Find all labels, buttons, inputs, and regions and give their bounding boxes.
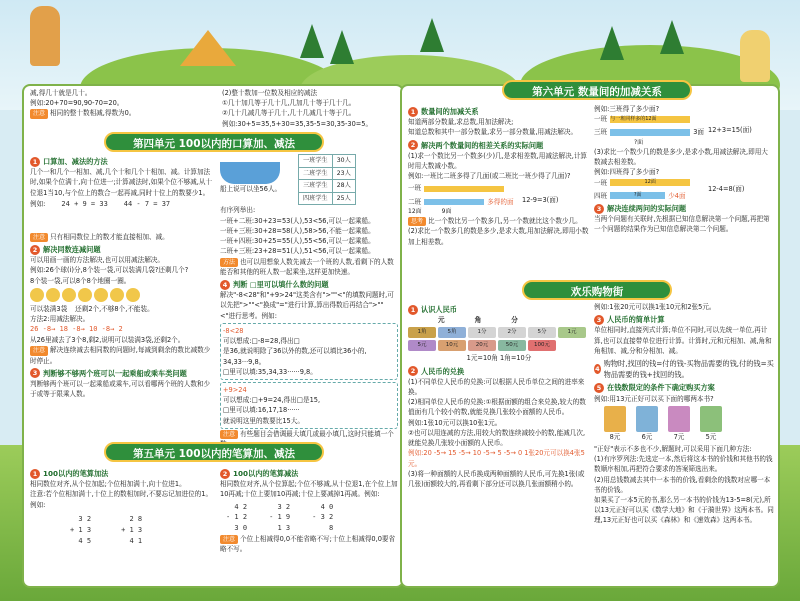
text-line: 例如:30+5=35,5+30=35,35-5=30,35-30=5。 [222, 119, 373, 128]
book-price: 7元 [673, 432, 685, 441]
bar-question: ?面 [634, 138, 644, 146]
text-block: (1)不同单位人民币的兑换:可以根据人民币单位之间的进率来换。 [408, 377, 585, 396]
section-number: 3 [594, 315, 604, 325]
bar-label: 一班 [594, 115, 608, 124]
text-block: (2)相同单位人民币的兑换:①根据面额的组合来兑换,较大的数值面有几个较小的数,就能兑换几张较小面额的人民币。 [408, 398, 586, 417]
unit4-banner: 第四单元 100以内的口算加、减法 [104, 132, 324, 152]
boat-illustration [220, 154, 290, 205]
money-grid [408, 327, 590, 351]
section-title [30, 468, 216, 479]
section-number: 3 [30, 368, 40, 378]
note-line [220, 257, 398, 278]
bar-count: 9面 [441, 207, 452, 215]
section-title-text: 认识人民币 [421, 305, 457, 314]
section-title-text: 口算加、减法的方法 [43, 157, 108, 166]
bar [424, 199, 484, 205]
text-line: 减,得几十就是几十。 [30, 89, 92, 97]
caption: 可以装满3袋 [30, 304, 68, 313]
table-cell: 一班学生 [299, 155, 333, 168]
money-item: 10元 [438, 340, 466, 351]
text-block: 例如:1张20元可以换1张10元和2张5元。 [594, 303, 716, 311]
bar: ?面 [610, 192, 665, 199]
text-block: 例如:一班比二班多得了几面(或二班比一班少得了几面)? [408, 172, 571, 181]
table-cell: 28人 [332, 180, 355, 193]
table-row [299, 155, 356, 168]
unit5-left-column [30, 466, 216, 546]
left-panel [24, 86, 402, 586]
section-title [594, 314, 774, 325]
table-row [299, 192, 356, 205]
text-block: 注意:若个位相加满十,十位上的数相加时,不要忘记加进位的1。例如: [30, 490, 213, 509]
note-line [30, 345, 216, 366]
box-expression: +9>24 [223, 385, 247, 394]
note-tag: 注意 [30, 109, 48, 118]
section-number: 3 [594, 204, 604, 214]
text-block: 例如:26个球(i)分,8个装一袋,可以装满几袋?还剩几个? [30, 266, 189, 275]
text-block: (1)求一个数比另一个数多(少)几,是求相差数,用减法解决,计算时用大数减小数。 [408, 151, 588, 170]
bar-label: 三班 [594, 128, 608, 137]
book-2-icon [636, 406, 658, 432]
table-cell: 25人 [332, 192, 355, 205]
example-box [220, 323, 398, 380]
unit4-right-column [220, 154, 398, 449]
text-block: 例如:1张10元可以换10张1元。 [408, 418, 502, 427]
text-block: (2)用总钱数减去其中一本书的价钱,看剩余的钱数对应哪一本书的价钱。 [594, 475, 771, 494]
bar-result: 12+3=15(面) [708, 126, 752, 135]
section-number: 4 [595, 365, 600, 374]
section-title [408, 366, 590, 377]
bar-row [594, 178, 704, 188]
text-line: ①几十加几等于几十几,几加几十等于几十几。 [222, 99, 356, 108]
table-cell: 23人 [332, 167, 355, 180]
box-expression: -8<28 [223, 326, 244, 335]
boat-row [220, 154, 398, 205]
section-number: 2 [220, 469, 230, 479]
note-line [220, 534, 398, 555]
book-item [604, 406, 626, 442]
money-item: 1分 [468, 327, 496, 338]
section-title-text: 解决同数连减问题 [43, 244, 101, 254]
bar [610, 129, 690, 136]
book-price: 8元 [609, 432, 621, 441]
text-line: 例如:20+70=90,90-70=20。 [30, 99, 124, 108]
section-title [408, 304, 590, 315]
tree [330, 30, 354, 64]
vertical-math-row [220, 502, 398, 535]
section-number: 2 [408, 140, 418, 150]
note-line [30, 108, 220, 118]
money-item: 5元 [408, 340, 436, 351]
section-title-text: 人民币的简单计算 [607, 315, 665, 325]
section-number: 2 [408, 366, 418, 376]
text-block: 知道总数和其中一部分数量,求另一部分数量,用减法解决。 [408, 128, 578, 137]
bar-label: 二班 [408, 197, 422, 206]
ball-icon [78, 288, 92, 302]
unit-label: 角 [474, 316, 482, 325]
unit4-left-column [30, 154, 216, 399]
note-tag: 注意 [30, 346, 48, 355]
section-title [30, 244, 216, 255]
text-block: 一班+二班:30+23=53(人),53<56,可以一起乘船。 [220, 216, 375, 225]
unit5-banner: 第五单元 100以内的笔算加、减法 [104, 442, 324, 462]
text-block: (3)将一种面额的人民币换成两种面额的人民币,可先换1张(或几张)面额较大的,再看剩下部分还可以换几张面额稍小的。 [408, 469, 585, 488]
money-item: 100元 [528, 340, 556, 351]
money-item: 1角 [408, 327, 436, 338]
vertical-subtraction: 4 2 - 1 2 3 0 [226, 502, 248, 533]
book-item [636, 406, 658, 442]
money-item: 5角 [438, 327, 466, 338]
money-item: 20元 [468, 340, 496, 351]
section-number: 2 [30, 245, 40, 255]
money-units [408, 315, 590, 325]
ball-icon [94, 288, 108, 302]
money-item: 1元 [558, 327, 586, 338]
bar-count: 3面 [693, 128, 704, 137]
text-block: 可以用画一画的方法解决,也可以用减法解决。 [30, 256, 164, 265]
section-number: 1 [408, 305, 418, 315]
tree [300, 24, 324, 58]
unit6-banner: 第六单元 数量间的加减关系 [502, 80, 692, 100]
book-3-icon [668, 406, 690, 432]
vertical-subtraction: 3 2 - 1 9 1 3 [269, 502, 291, 533]
text-block: 判断够两个班可以一起乘船或乘车,可以看哪两个班的人数和少于或等于限乘人数。 [30, 379, 211, 399]
section-title-text: 判断够不够两个班可以一起乘船或乘车类问题 [43, 368, 187, 378]
note-text: 解决连续减去相同数的问题时,每减到剩余的数比减数少时停止。 [30, 346, 211, 365]
text-block: 一班+三班:30+28=58(人),58>56,不能一起乘船。 [220, 226, 375, 235]
shop-banner: 欢乐购物街 [522, 280, 672, 300]
text-block: 当两个问题有关联时,先根据已知信息解决第一个问题,再把第一个问题的结果作为已知信息解决第二个问题。 [594, 215, 770, 234]
note-tag: 注意 [220, 430, 238, 439]
bar-diagram [408, 183, 590, 216]
note-tag: 思考 [408, 217, 426, 226]
vertical-subtraction: 4 0 - 3 2 8 [312, 502, 334, 533]
bar-row [594, 127, 704, 137]
child-figure [740, 30, 770, 82]
table-cell: 四班学生 [299, 192, 333, 205]
text-block: 如果买了一本5元的书,那么另一本书的价钱为13-5=8(元),所以13元正好可以买《数学大地》和《于漪世界》这两本书。同理,13元正好也可以买《森林》和《速效森》这两本书。 [594, 496, 774, 525]
section-title-text: 解决两个数量间的相差关系的实际问题 [421, 140, 544, 150]
top-text-block [30, 88, 220, 119]
shop-right-column [594, 302, 774, 526]
math-expression: 44 - 7 = 37 [123, 199, 171, 208]
text-block: 二班+三班:23+28=51(人),51<56,可以一起乘船。 [220, 247, 375, 256]
section-title [220, 468, 398, 479]
box-text: 可以想成:□+9=24,得出□是15, [223, 396, 321, 405]
math-diagram-space [30, 210, 216, 232]
text-block: 相同数位对齐,从个位算起;个位不够减,从十位退1,在个位上加10再减;十位上要加10再减;十位上要减掉1再减。例如: [220, 480, 398, 499]
section-title-text: 购物时,找回的钱=付的钱-买物品需要的钱,付的钱=买物品需要的钱+找回的钱。 [603, 359, 774, 380]
section-number: 1 [30, 469, 40, 479]
unit-label: 元 [438, 316, 445, 325]
bar-tag: 少4面 [668, 191, 686, 200]
rate-line: 1元=10角 1角=10分 [466, 354, 532, 363]
tree [420, 18, 444, 52]
math-expression: 24 + 9 = 33 [61, 199, 108, 208]
note-text: 相同的整十数相减,得数为0。 [50, 109, 136, 118]
ball-icon [126, 288, 140, 302]
section-number: 5 [594, 383, 604, 393]
vertical-addition: 2 8 + 1 3 4 1 [121, 514, 143, 545]
tree [660, 20, 684, 54]
text-block: 知道两部分数量,求总数,用加法解决; [408, 118, 514, 127]
boat-caption: 船上说可以坐56人。 [220, 185, 282, 193]
right-panel [402, 86, 778, 586]
book-price: 6元 [641, 432, 653, 441]
note-text: 也可以用想象人数先减去一个班的人数,看剩下的人数能否和其他的班人数一起乘坐,这样更加快速。 [220, 257, 394, 276]
ball-icon [46, 288, 60, 302]
note-line [30, 232, 216, 242]
money-item: 5分 [528, 327, 556, 338]
book-price: 5元 [705, 432, 717, 441]
box-text: □里可以填:35,34,33······9,8。 [223, 367, 317, 376]
book-4-icon [700, 406, 722, 432]
box-text: □里可以填:16,17,18······ [223, 406, 300, 415]
section-title [594, 203, 774, 214]
book-row [604, 406, 774, 442]
section-title [594, 358, 774, 380]
table-row [299, 180, 356, 193]
example-box [220, 382, 398, 429]
math-row [30, 199, 216, 210]
section-number: 1 [408, 107, 418, 117]
section-title [30, 368, 216, 379]
section-title [594, 382, 774, 393]
bar-row [594, 191, 704, 201]
money-item: 2分 [498, 327, 526, 338]
unit6-left-column [408, 104, 590, 247]
subtraction-chain: 例如:20 -5→ 15 -5→ 10 -5→ 5 -5→ 0 1张20元可以换4张5元。 [408, 449, 585, 468]
unit6-right-column [594, 104, 774, 235]
bar-label: 四班 [594, 191, 608, 200]
bar-counts [408, 207, 518, 216]
section-title [30, 156, 216, 167]
bar: 与一班同样多的12面 [610, 116, 690, 123]
text-block: (3)求比一个数少几的数是多少,是求小数,用减法解决,即用大数减去相差数。 [594, 147, 768, 167]
bar-row [594, 114, 704, 124]
section-number: 4 [220, 280, 230, 290]
text-block: 方法2:用减法解决。 [30, 314, 90, 323]
ball-illustration [30, 288, 140, 302]
text-block: 例如:四班得了多少面? [594, 168, 660, 177]
text-block: ②也可以用连减的方法,用较大的数连续减较小的数,能减几次,就能兑换几张较小面额的人民币。 [408, 428, 586, 448]
section-title-text: 100以内的笔算减法 [233, 469, 299, 478]
bar-count: 12面 [408, 207, 422, 215]
text-block: 一班+四班:30+25=55(人),55<56,可以一起乘船。 [220, 237, 375, 246]
tent [180, 30, 236, 66]
bar-diagram [594, 114, 774, 147]
shop-left-column [408, 302, 590, 489]
note-text: 有些题目会借调最大填几或最小填几,这时只能填一个 [240, 429, 394, 438]
unit-label: 分 [511, 316, 518, 325]
text-block: 相同数位对齐,从个位加起;个位相加满十,向十位进1。 [30, 480, 186, 489]
ball-captions [30, 304, 216, 314]
table-row [299, 167, 356, 180]
bar-result: 12-4=8(面) [708, 185, 745, 194]
bar-row [408, 183, 518, 193]
box-text: 是36,就说明除了36以外的数,还可以填比36小的, [223, 347, 367, 356]
text-block: (1)有序罗列法:先选定一本,然后将这本书的价钱和其他书的钱数顺序相加,再把符合要求的答案筛选出来。 [594, 455, 773, 474]
vertical-math-row [30, 514, 216, 547]
example-label: 例如: [30, 199, 46, 208]
text-block: 几个一和几个一相加、减,几个十和几个十相加、减。计算加法时,如果个位满十,向十位进一;计算减法时,如果个位不够减,从十位退1当10,与个位上的数合一起再减,同时十位上的数要少1。 [30, 168, 213, 197]
note-line [408, 216, 590, 226]
caption: 还剩2个,不够8个,不能装。 [75, 304, 154, 313]
table-cell: 30人 [332, 155, 355, 168]
text-block: 单位相同时,直接列式计算;单位不同时,可以先统一单位,再计算,也可以直接带单位进行计算。计算时,元和元相加、减,角和角相加、减,分和分相加、减。 [594, 326, 772, 355]
subtraction-chain: 26 -8→ 18 -8→ 10 -8→ 2 [30, 325, 123, 334]
top-right-block [222, 88, 398, 129]
tree [600, 26, 624, 60]
section-title-text: 人民币的兑换 [421, 366, 465, 376]
ball-icon [110, 288, 124, 302]
bar-group [594, 178, 704, 201]
section-title-text: 判断 □里可以填什么数的问题 [233, 280, 329, 290]
note-tag: 注意 [30, 233, 48, 242]
unit5-right-column [220, 466, 398, 555]
bar-result: 12-9=3(面) [522, 195, 559, 204]
box-text: 可以想成:□-8=28,得出□ [223, 337, 300, 346]
class-table [298, 154, 356, 205]
text-block: 有序列举出: [220, 206, 256, 215]
money-item: 50元 [498, 340, 526, 351]
bar-group [594, 114, 704, 147]
child-figure [30, 6, 60, 66]
section-title-text: 100以内的笔算加法 [43, 469, 109, 478]
section-number: 1 [30, 157, 40, 167]
section-title [408, 106, 590, 117]
text-block: (2)求比一个数多几的数是多少,是求大数,用加法解决,即用小数加上相差数。 [408, 227, 589, 246]
box-text: 就说明这里的数要比15大。 [223, 416, 304, 425]
section-title-text: 数量间的加减关系 [421, 107, 479, 116]
section-title-text: 解决连续两问的实际问题 [607, 204, 687, 214]
table-cell: 二班学生 [299, 167, 333, 180]
box-text: 34,33···9,8。 [223, 357, 266, 366]
bar-group [408, 183, 518, 216]
text-line: (2)整十数加一位数及相应的减法 [222, 89, 318, 97]
table-cell: 三班学生 [299, 180, 333, 193]
boat-icon [220, 162, 280, 184]
book-item [668, 406, 690, 442]
bar-tag: 多得的面 [487, 197, 514, 206]
note-tag: 方法 [220, 258, 238, 267]
section-title [408, 140, 590, 151]
book-1-icon [604, 406, 626, 432]
bar-diagram [594, 178, 774, 201]
bar-label: 一班 [408, 184, 422, 193]
bar-row [408, 197, 518, 207]
text-block: 解决"-8<28"和"+9>24"这类含有">""<"的填数问题时,可以先把">""<"换成"="进行计算,算出得数后再结合">""<"进行思考。例如: [220, 291, 394, 320]
ball-icon [30, 288, 44, 302]
bar-label: 一班 [594, 178, 608, 187]
note-text: 只有相同数位上的数才能直接相加、减。 [50, 232, 169, 241]
section-title-text: 在钱数限定的条件下确定购买方案 [607, 383, 715, 393]
note-text: 比一个数比另一个数多几,另一个数就比这个数少几。 [428, 217, 582, 226]
note-tag: 注意 [220, 535, 238, 544]
text-block: 从26里减去了3个8,剩2,说明可以装满3袋,还剩2个。 [30, 336, 185, 345]
text-line: ②几十几减几等于几十,几十几减几十等于几。 [222, 109, 356, 118]
vertical-addition: 3 2 + 1 3 4 5 [70, 514, 92, 545]
text-block: 例如:三班得了多少面? [594, 105, 660, 113]
text-block: 例如:用13元正好可以买下面的哪两本书? [594, 394, 714, 403]
ball-icon [62, 288, 76, 302]
bar [424, 186, 504, 192]
section-title [220, 279, 398, 290]
book-item [700, 406, 722, 442]
note-text: 个位上相减得0,0不能省略不写;十位上相减得0,0要省略不写。 [220, 535, 396, 554]
text-block: "正好"表示不多也不少,解题时,可以采用下面几种方法: [594, 444, 752, 453]
text-block: 8个装一袋,可以8个8个地圈一圈。 [30, 276, 131, 285]
bar: 12面 [610, 179, 690, 186]
